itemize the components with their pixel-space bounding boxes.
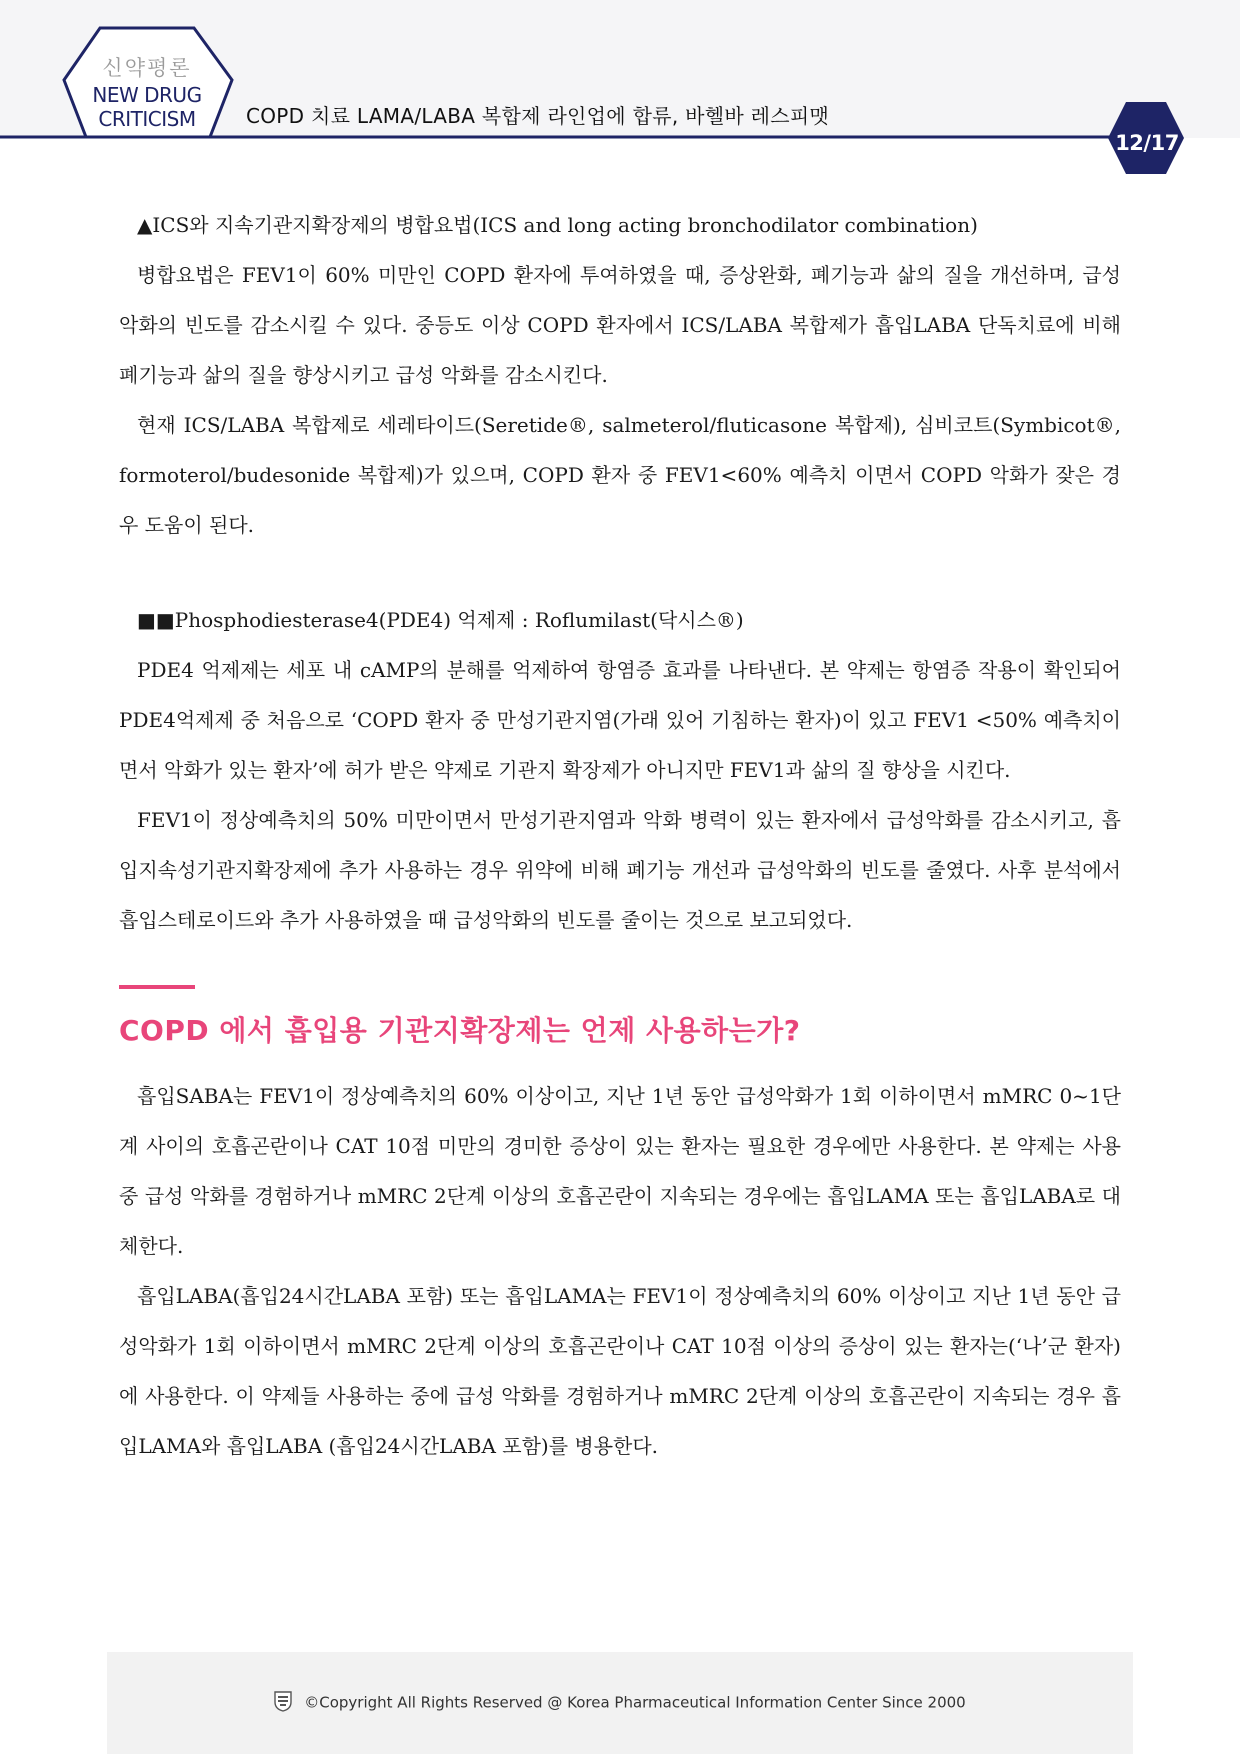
section-paragraph-1: 흡입SABA는 FEV1이 정상예측치의 60% 이상이고, 지난 1년 동안 급성악화가 1회 이하이면서 mMRC 0~1단계 사이의 호흡곤란이나 CAT 10점 미만의 경미한 증상이 있는 환자는 필요한 경우에만 사용한다. 본 약제는 사용 중 급성 악화를 경험하거나 mMRC 2단계 이상의 호흡곤란이 지속되는 경우에는 흡입LAMA 또는 흡입LABA로 대체한다. — [119, 1084, 1121, 1258]
footer-content — [107, 1690, 1133, 1716]
pde4-paragraph-2: FEV1이 정상예측치의 50% 미만이면서 만성기관지염과 악화 병력이 있는 환자에서 급성악화를 감소시키고, 흡입지속성기관지확장제에 추가 사용하는 경우 위약에 비해 폐기능 개선과 급성악화의 빈도를 줄였다. 사후 분석에서 흡입스테로이드와 추가 사용하였을 때 급성악화의 빈도를 줄이는 것으로 보고되었다. — [119, 808, 1121, 932]
logo-english-line1: NEW DRUG — [92, 83, 202, 107]
page-footer — [107, 1652, 1133, 1754]
section-title: COPD 에서 흡입용 기관지확장제는 언제 사용하는가? — [119, 1014, 801, 1047]
copyright-text: ©Copyright All Rights Reserved @ Korea Pharmaceutical Information Center Since 2000 — [304, 1693, 966, 1712]
article-body — [119, 200, 1121, 1471]
section-paragraph-2: 흡입LABA(흡입24시간LABA 포함) 또는 흡입LAMA는 FEV1이 정상예측치의 60% 이상이고 지난 1년 동안 급성악화가 1회 이하이면서 mMRC 2단계 이상의 호흡곤란이나 CAT 10점 이상의 증상이 있는 환자는(‘나’군 환자)에 사용한다. 이 약제들 사용하는 중에 급성 악화를 경험하거나 mMRC 2단계 이상의 호흡곤란이 지속되는 경우 흡입LAMA와 흡입LABA (흡입24시간LABA 포함)를 병용한다. — [119, 1284, 1121, 1458]
ics-paragraph-1: 병합요법은 FEV1이 60% 미만인 COPD 환자에 투여하였을 때, 증상완화, 폐기능과 삶의 질을 개선하며, 급성 악화의 빈도를 감소시킬 수 있다. 중등도 이상 COPD 환자에서 ICS/LABA 복합제가 흡입LABA 단독치료에 비해 폐기능과 삶의 질을 향상시키고 급성 악화를 감소시킨다. — [119, 263, 1121, 387]
logo-korean: 신약평론 — [102, 56, 192, 80]
kpic-shield-icon — [274, 1690, 292, 1716]
pde4-paragraph-1: PDE4 억제제는 세포 내 cAMP의 분해를 억제하여 항염증 효과를 나타낸다. 본 약제는 항염증 작용이 확인되어 PDE4억제제 중 처음으로 ‘COPD 환자 중 만성기관지염(가래 있어 기침하는 환자)이 있고 FEV1 <50% 예측치이면서 악화가 있는 환자’에 허가 받은 약제로 기관지 확장제가 아니지만 FEV1과 삶의 질 향상을 시킨다. — [119, 658, 1121, 782]
logo-english-line2: CRITICISM — [98, 107, 196, 131]
document-title: COPD 치료 LAMA/LABA 복합제 라인업에 합류, 바헬바 레스피맷 — [246, 104, 830, 128]
spacer — [119, 550, 1121, 595]
section-accent-bar — [119, 985, 195, 989]
ics-subheading: ▲ICS와 지속기관지확장제의 병합요법(ICS and long acting bronchodilator combination) — [137, 213, 978, 237]
ics-paragraph-2: 현재 ICS/LABA 복합제로 세레타이드(Seretide®, salmeterol/fluticasone 복합제), 심비코트(Symbicot®, formoterol/budesonide 복합제)가 있으며, COPD 환자 중 FEV1<60% 예측치 이면서 COPD 악화가 잦은 경우 도움이 된다. — [119, 413, 1121, 537]
page-number: 12/17 — [1115, 131, 1179, 155]
pde4-subheading: ■■Phosphodiesterase4(PDE4) 억제제 : Roflumilast(닥시스®) — [137, 608, 744, 632]
